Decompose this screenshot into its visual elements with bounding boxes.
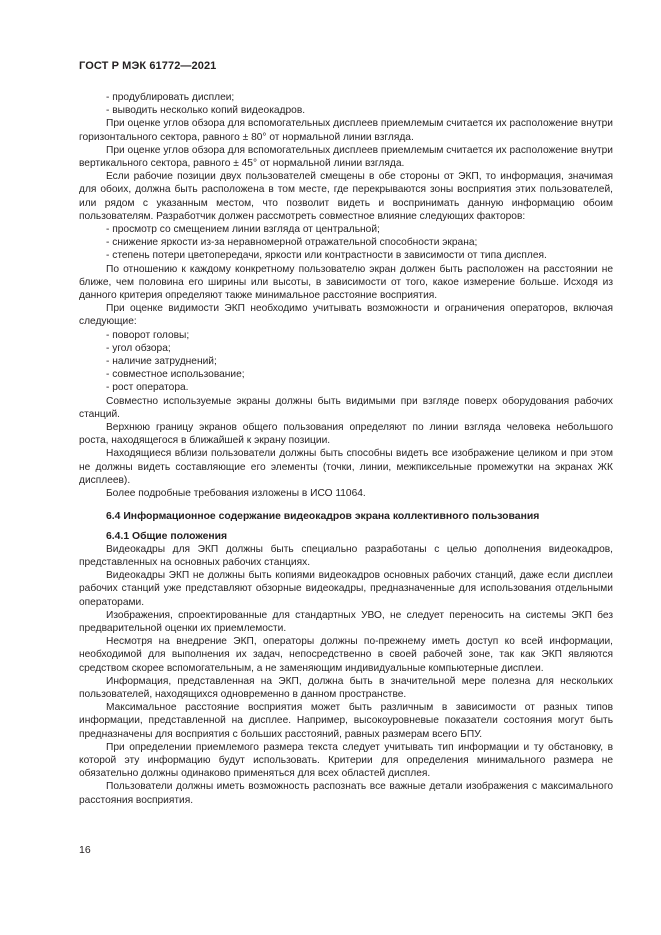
paragraph: При оценке видимости ЭКП необходимо учитывать возможности и ограничения операторов, включая следующие: [79, 303, 613, 328]
paragraph: Находящиеся вблизи пользователи должны быть способны видеть все изображение целиком и при этом не должны видеть составляющие его элементы (точки, линии, межпиксельные промежутки на экранах ЖК дисплеев). [79, 448, 613, 486]
paragraph: Верхнюю границу экранов общего пользования определяют по линии взгляда человека небольшого роста, находящегося в ближайшей к экрану позиции. [79, 422, 613, 447]
list-item: - угол обзора; [106, 342, 171, 354]
list-item: - наличие затруднений; [106, 356, 217, 368]
list-item: - степень потери цветопередачи, яркости или контрастности в зависимости от типа дисплея. [106, 250, 547, 262]
paragraph: Если рабочие позиции двух пользователей смещены в обе стороны от ЭКП, то информация, значимая для обоих, должна быть расположена в том месте, где перекрываются зоны восприятия этих пользователей, или рядом с указанным местом, что позволит видеть и воспринимать данную информацию обоим пользователям. Разработчик должен рассмотреть совместное влияние следующих факторов: [79, 171, 613, 222]
paragraph: Видеокадры для ЭКП должны быть специально разработаны с целью дополнения видеокадров, представленных на основных рабочих станциях. [79, 543, 613, 568]
section-heading: 6.4 Информационное содержание видеокадров экрана коллективного пользования [106, 511, 540, 523]
running-header: ГОСТ Р МЭК 61772—2021 [79, 60, 217, 72]
list-item: - продублировать дисплеи; [106, 92, 235, 103]
subsection-heading: 6.4.1 Общие положения [106, 530, 228, 542]
list-item: - выводить несколько копий видеокадров. [106, 105, 306, 117]
list-item: - снижение яркости из-за неравномерной отражательной способности экрана; [106, 237, 478, 249]
paragraph: Совместно используемые экраны должны быть видимыми при взгляде поверх оборудования рабочих станций. [79, 395, 613, 420]
paragraph: Более подробные требования изложены в ИСО 11064. [106, 488, 366, 500]
list-item: - просмотр со смещением линии взгляда от центральной; [106, 224, 380, 236]
paragraph: Пользователи должны иметь возможность распознать все важные детали изображения с максимального расстояния восприятия. [79, 781, 613, 806]
paragraph: При определении приемлемого размера текста следует учитывать тип информации и ту обстановку, в которой эту информацию будут использовать. Критерии для определения минимального размера не обязательно должны одинаково применяться для всех областей дисплея. [79, 741, 613, 780]
paragraph: Несмотря на внедрение ЭКП, операторы должны по-прежнему иметь доступ ко всей информации, необходимой для выполнения их задач, непосредственно в своей рабочей зоне, так как ЭКП являются средством скорее вспомогательным, а не заменяющим индивидуальные компьютерные дисплеи. [79, 636, 613, 674]
paragraph: При оценке углов обзора для вспомогательных дисплеев приемлемым считается их расположение внутри горизонтального сектора, равного ± 80° от нормальной линии взгляда. [79, 118, 613, 143]
paragraph: Максимальное расстояние восприятия может быть различным в зависимости от разных типов информации, представленной на дисплее. Например, высокоуровневые показатели состояния могут быть предназначены для восприятия с больших расстояний, равных размерам всего БПУ. [79, 702, 613, 740]
paragraph: Информация, представленная на ЭКП, должна быть в значительной мере полезна для нескольких пользователей, находящихся одновременно в данном пространстве. [79, 675, 613, 700]
list-item: - поворот головы; [106, 329, 190, 341]
paragraph: Видеокадры ЭКП не должны быть копиями видеокадров основных рабочих станций, даже если дисплеи рабочих станций уже представляют обзорные видеокадры, предназначенные для использования отдельными операторами. [79, 570, 613, 608]
paragraph: По отношению к каждому конкретному пользователю экран должен быть расположен на расстоянии не ближе, чем половина его ширины или высоты, в зависимости от того, какое измерение больше. Исходя из данного критерия определяют также минимальное расстояние восприятия. [79, 263, 613, 302]
paragraph: При оценке углов обзора для вспомогательных дисплеев приемлемым считается их расположение внутри вертикального сектора, равного ± 45° от нормальной линии взгляда. [79, 144, 613, 170]
list-item: - совместное использование; [106, 369, 245, 381]
paragraph: Изображения, спроектированные для стандартных УВО, не следует переносить на системы ЭКП без предварительной оценки их приемлемости. [79, 609, 613, 634]
list-item: - рост оператора. [106, 382, 189, 394]
page-number: 16 [79, 844, 91, 856]
document-body [79, 91, 613, 807]
